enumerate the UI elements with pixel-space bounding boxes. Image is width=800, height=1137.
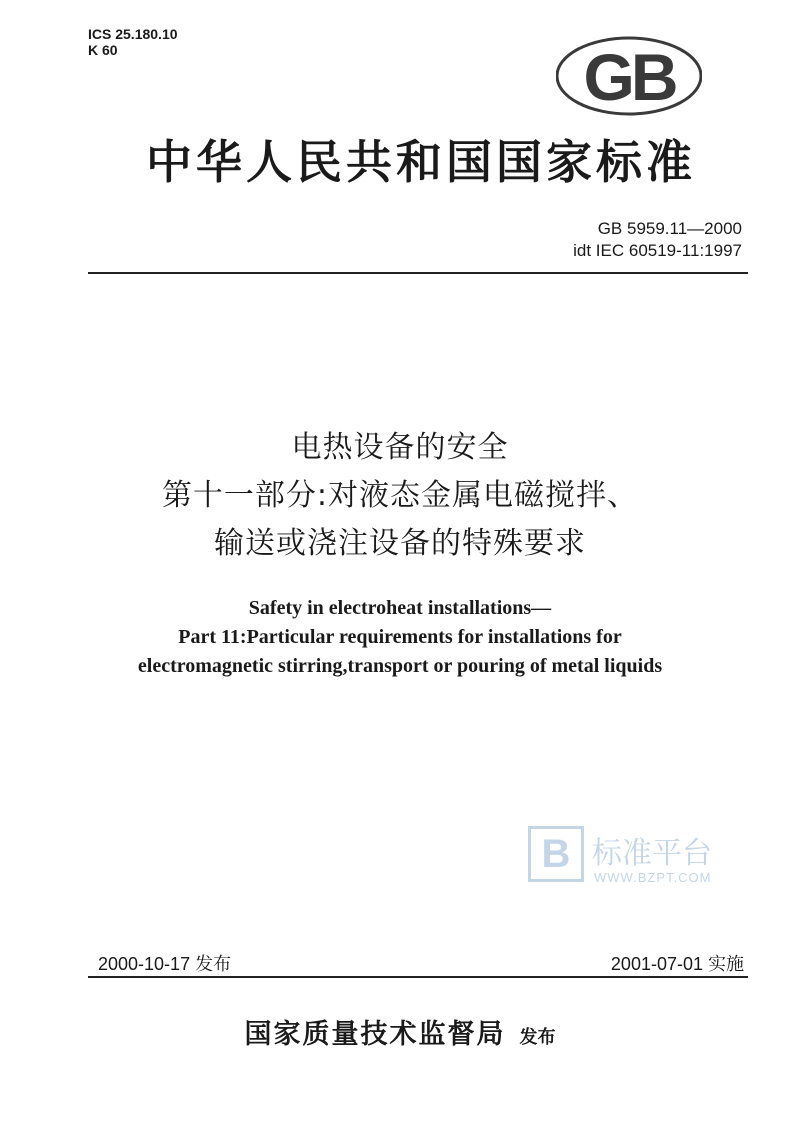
english-title-line-2: Part 11:Particular requirements for installations for [178,626,622,648]
standard-number-block [573,218,742,262]
watermark-logo-icon: B [528,826,584,882]
ics-code: ICS 25.180.10 [88,26,178,42]
bottom-divider [88,976,748,978]
national-standard-title: 中华人民共和国国家标准 [146,135,696,189]
chinese-title-line-2: 第十一部分:对液态金属电磁搅拌、 [161,478,639,513]
watermark [528,826,728,892]
ccs-code: K 60 [88,42,118,58]
english-title-line-3: electromagnetic stirring,transport or pouring of metal liquids [137,655,663,677]
publisher-line [0,1012,800,1051]
standard-equivalent: idt IEC 60519-11:1997 [573,241,742,260]
chinese-title [40,424,760,568]
chinese-title-line-1: 电热设备的安全 [291,430,509,465]
chinese-title-line-3: 输送或浇注设备的特殊要求 [214,526,586,561]
watermark-url: WWW.BZPT.COM [594,870,712,885]
english-title [40,594,760,681]
gb-logo-text: GB [583,40,675,114]
top-divider [88,272,748,274]
standard-number: GB 5959.11—2000 [597,219,742,238]
classification-codes [88,26,178,58]
gb-logo [556,36,702,116]
implementation-date: 2001-07-01 实施 [610,954,744,974]
watermark-name: 标准平台 [592,836,712,871]
publisher-org: 国家质量技术监督局 [244,1019,506,1050]
issue-date: 2000-10-17 发布 [98,954,232,974]
english-title-line-1: Safety in electroheat installations— [248,597,552,619]
publisher-action: 发布 [519,1027,556,1048]
